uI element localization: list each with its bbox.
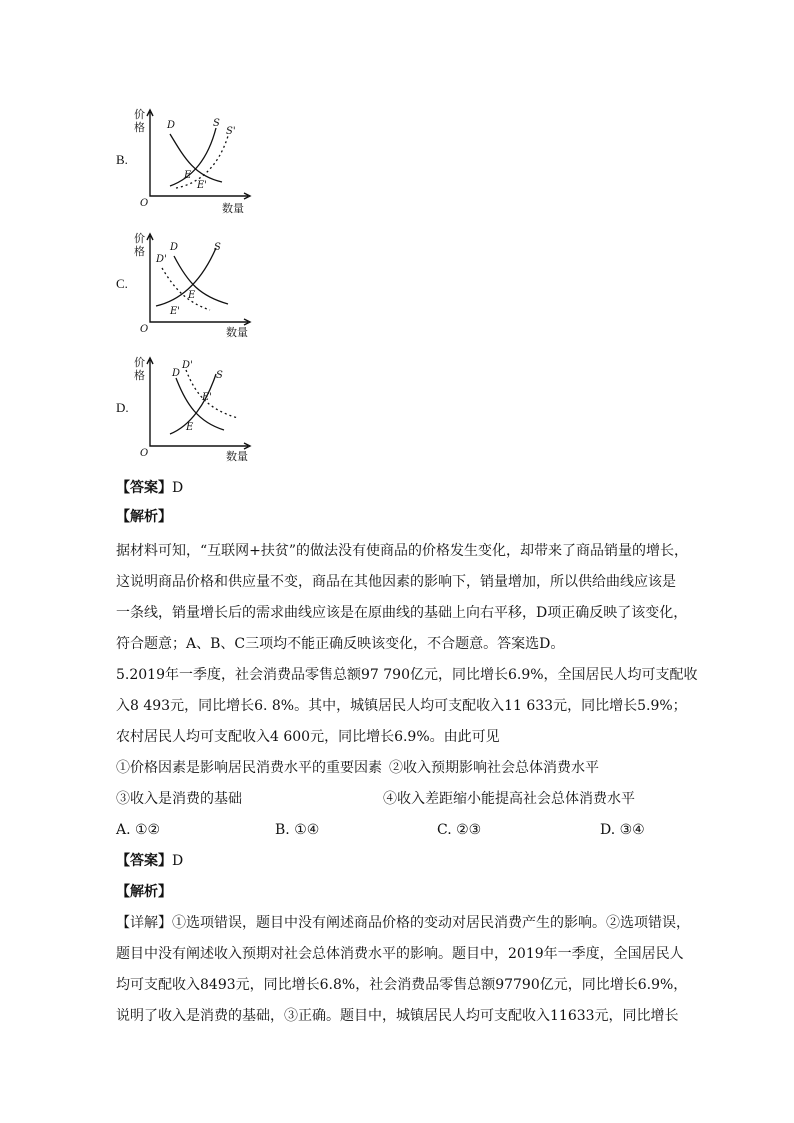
graph-d-xlabel: 数量 [226, 450, 248, 463]
graph-c-origin: O [140, 324, 149, 335]
graph-b-e2-label: E' [197, 180, 208, 191]
graph-c-e2-label: E' [170, 306, 181, 317]
q4-answer-tag: 【答案】 [116, 480, 172, 496]
q5-statement-3: ③收入是消费的基础 [116, 791, 242, 807]
graph-b-origin: O [140, 198, 149, 209]
graph-d-axes [150, 360, 248, 446]
option-d-label: D. [116, 400, 129, 415]
q5-answer-tag: 【答案】 [116, 853, 172, 869]
graph-d-e-label: E [186, 422, 194, 433]
q4-answer-value: D [172, 480, 184, 496]
option-c-label: C. [116, 276, 128, 291]
q5-detail-line-2: 题目中没有阐述收入预期对社会总体消费水平的影响。题目中，2019年一季度，全国居民人 [116, 946, 684, 962]
q5-answer [116, 851, 183, 871]
q4-analysis-line-4: 符合题意；A、B、C三项均不能正确反映该变化，不合题意。答案选D。 [116, 636, 565, 652]
q5-detail-line-3: 均可支配收入8493元，同比增长6.8%，社会消费品零售总额97790亿元，同比增长6.9%， [116, 977, 688, 993]
graph-d-d2-label: D' [182, 360, 193, 371]
graph-b-d-label: D [167, 120, 176, 131]
q5-stem-line-2: 入8 493元，同比增长6. 8%。其中，城镇居民人均可支配收入11 633元，同比增长5.9%； [116, 698, 687, 714]
q5-choice-c: C. ②③ [437, 822, 482, 838]
q5-statement-2: ②收入预期影响社会总体消费水平 [389, 760, 599, 776]
graph-c-d2-label: D' [156, 254, 167, 265]
graph-c-d-label: D [170, 242, 179, 253]
graph-c-axes [150, 236, 248, 322]
graph-c-ylabel-1: 价 [134, 232, 145, 245]
graph-b-ylabel-2: 格 [134, 121, 145, 134]
graph-d-demand-curve [176, 378, 224, 430]
graph-c [130, 228, 270, 340]
graph-b-demand-curve [170, 134, 222, 182]
graph-d-ylabel-1: 价 [134, 356, 145, 369]
graph-d-s-label: S [216, 370, 223, 381]
graph-b [130, 104, 270, 216]
q5-choice-a: A. ①② [116, 822, 161, 838]
q4-answer [116, 478, 183, 498]
q5-stem-line-3: 农村居民人均可支配收入4 600元，同比增长6.9%。由此可见 [116, 729, 500, 745]
graph-c-e-label: E [188, 290, 196, 301]
q4-analysis-line-3: 一条线，销量增长后的需求曲线应该是在原曲线的基础上向右平移，D项正确反映了该变化， [116, 605, 688, 621]
q4-analysis-tag: 【解析】 [116, 509, 172, 525]
graph-d [130, 352, 270, 464]
q5-detail-line-1: 【详解】①选项错误，题目中没有阐述商品价格的变动对居民消费产生的影响。②选项错误， [116, 915, 690, 931]
graph-c-s-label: S [214, 242, 221, 253]
graph-d-ylabel-2: 格 [134, 369, 145, 382]
graph-c-demand-curve [174, 256, 228, 304]
q5-choice-d: D. ③④ [600, 822, 645, 838]
q4-analysis-line-2: 这说明商品价格和供应量不变，商品在其他因素的影响下，销量增加，所以供给曲线应该是 [116, 574, 676, 590]
q4-analysis-line-1: 据材料可知，“互联网+扶贫”的做法没有使商品的价格发生变化，却带来了商品销量的增长， [116, 543, 689, 559]
graph-c-ylabel-2: 格 [134, 245, 145, 258]
q5-statement-4: ④收入差距缩小能提高社会总体消费水平 [383, 791, 635, 807]
graph-d-origin: O [140, 448, 149, 459]
q5-answer-value: D [172, 853, 184, 869]
q5-statement-1: ①价格因素是影响居民消费水平的重要因素 [116, 760, 382, 776]
q5-stem-line-1: 5.2019年一季度，社会消费品零售总额97 790亿元，同比增长6.9%，全国居民人均可支配收 [116, 667, 698, 683]
graph-c-xlabel: 数量 [226, 326, 248, 339]
q5-analysis-tag: 【解析】 [116, 884, 172, 900]
graph-d-e2-label: E' [202, 392, 213, 403]
option-b-label: B. [116, 152, 128, 167]
graph-b-e-label: E [184, 170, 192, 181]
graph-b-ylabel-1: 价 [134, 108, 145, 121]
graph-b-s-label: S [213, 118, 220, 129]
graph-b-xlabel: 数量 [222, 202, 244, 215]
q5-choice-b: B. ①④ [275, 822, 320, 838]
q5-detail-line-4: 说明了收入是消费的基础，③正确。题目中，城镇居民人均可支配收入11633元，同比增长 [116, 1008, 679, 1024]
graph-d-d-label: D [172, 368, 181, 379]
graph-c-demand-shifted-curve [162, 268, 210, 310]
graph-b-s2-label: S' [226, 126, 236, 137]
